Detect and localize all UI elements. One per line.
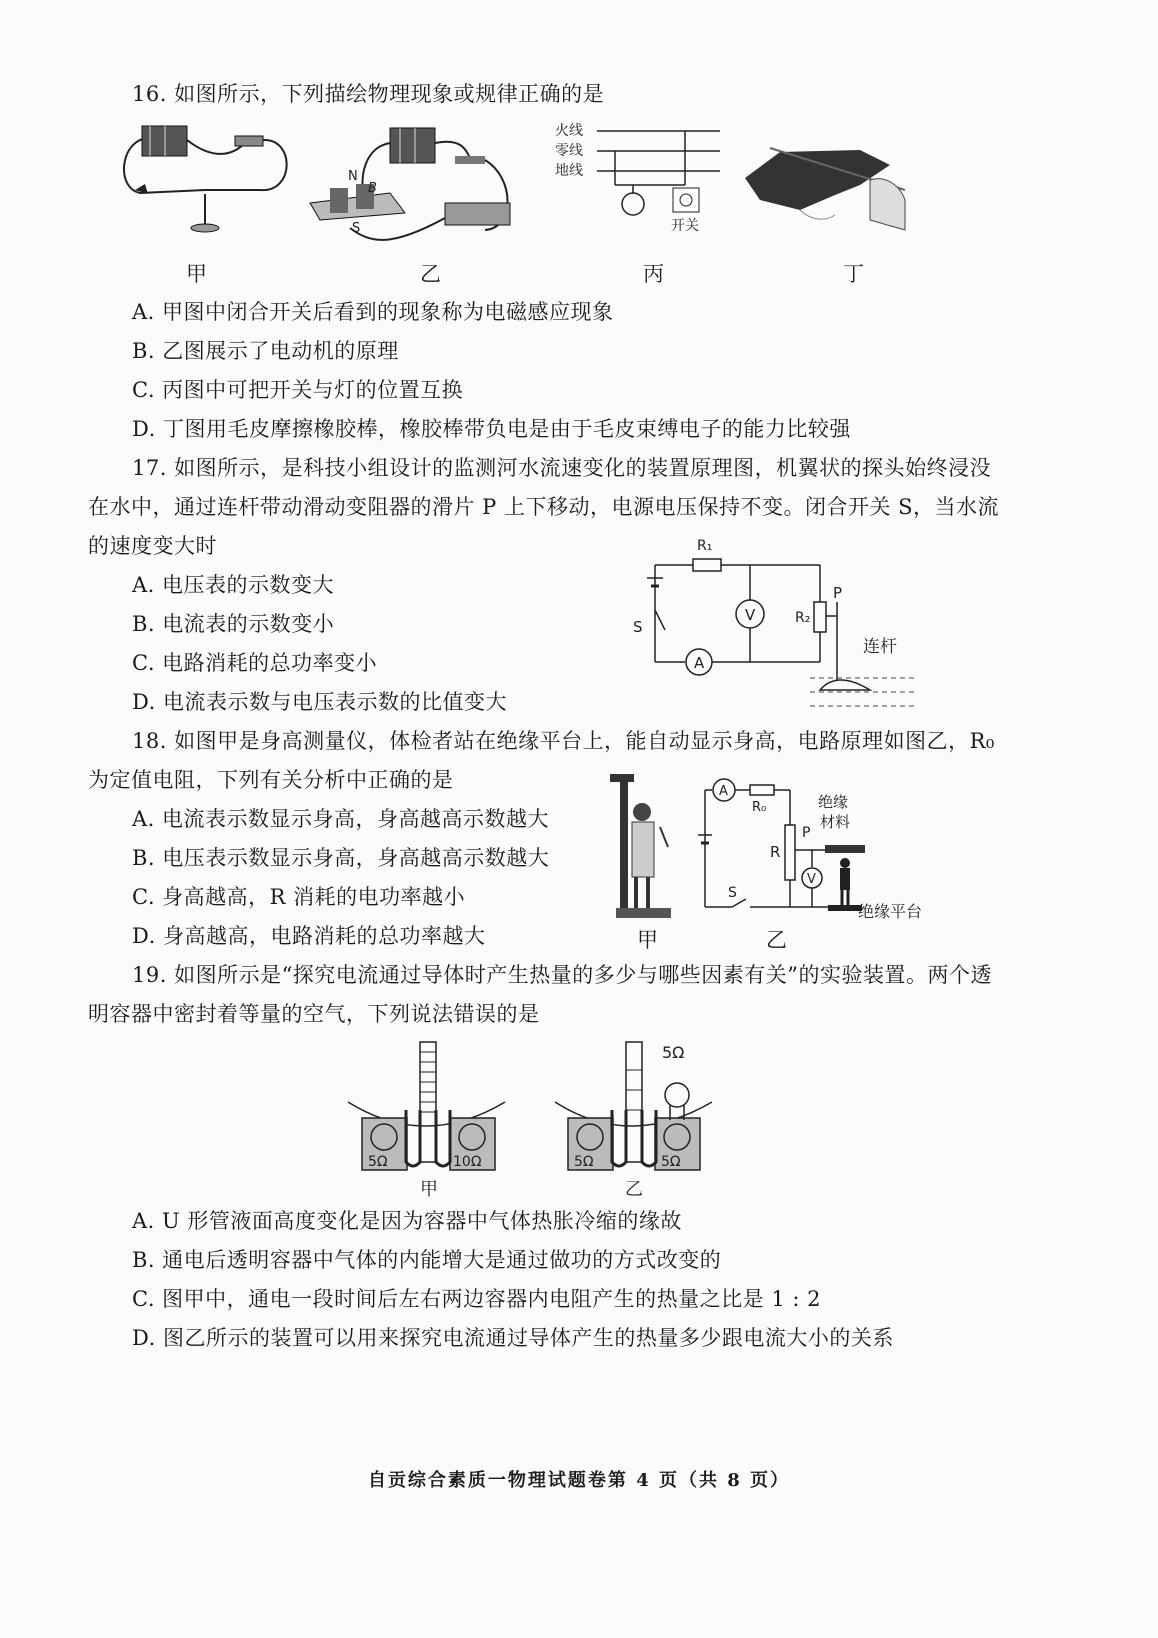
- q16-bing-fire: 火线: [555, 123, 583, 139]
- q16-bing-neutral: 零线: [555, 143, 583, 159]
- q17-r2-label: R₂: [795, 610, 811, 626]
- q17-r1-label: R₁: [697, 538, 713, 554]
- q19-jia-r-right: 10Ω: [453, 1154, 482, 1170]
- q17-p-label: P: [833, 584, 843, 602]
- q19-label-yi: 乙: [625, 1179, 643, 1200]
- q18-option-b: B. 电压表示数显示身高，身高越高示数越大: [132, 846, 550, 870]
- q16-option-a: A. 甲图中闭合开关后看到的现象称为电磁感应现象: [132, 300, 614, 324]
- q16-fig-ding: [740, 140, 910, 240]
- q17-stem-1: 17. 如图所示，是科技小组设计的监测河水流速变化的装置原理图，机翼状的探头始终浸没: [132, 456, 992, 480]
- page-footer: 自贡综合素质一物理试题卷第 4 页（共 8 页）: [367, 1470, 791, 1491]
- q19-option-b: B. 通电后透明容器中气体的内能增大是通过做功的方式改变的: [132, 1248, 722, 1272]
- q18-r-label: R: [770, 843, 781, 861]
- q17-switch-label: S: [633, 618, 643, 636]
- q19-stem-1: 19. 如图所示是“探究电流通过导体时产生热量的多少与哪些因素有关”的实验装置。两个透: [132, 963, 993, 987]
- q19-option-c: C. 图甲中，通电一段时间后左右两边容器内电阻产生的热量之比是 1 : 2: [132, 1287, 821, 1311]
- q18-insul-label-2: 材料: [820, 813, 851, 831]
- q19-yi-r-right: 5Ω: [661, 1154, 681, 1170]
- q18-label-yi: 乙: [766, 928, 787, 952]
- q18-option-a: A. 电流表示数显示身高，身高越高示数越大: [132, 807, 550, 831]
- q17-stem-3: 的速度变大时: [88, 534, 217, 558]
- q17-option-d: D. 电流表示数与电压表示数的比值变大: [132, 690, 507, 714]
- q19-yi-r-left: 5Ω: [574, 1154, 594, 1170]
- q17-option-a: A. 电压表的示数变大: [132, 573, 335, 597]
- q16-yi-s: S: [352, 221, 361, 236]
- q16-yi-n: N: [348, 169, 358, 184]
- q17-stem-2: 在水中，通过连杆带动滑动变阻器的滑片 P 上下移动，电源电压保持不变。闭合开关 S，当水流: [88, 495, 1000, 519]
- q19-fig: [340, 1040, 725, 1200]
- q18-stem-1: 18. 如图甲是身高测量仪，体检者站在绝缘平台上，能自动显示身高，电路原理如图乙，R₀: [132, 729, 995, 753]
- q17-rod-label: 连杆: [863, 637, 897, 657]
- q19-jia-r-left: 5Ω: [368, 1154, 388, 1170]
- q17-ammeter-label: A: [694, 654, 705, 672]
- q16-option-c: C. 丙图中可把开关与灯的位置互换: [132, 378, 464, 402]
- q17-option-b: B. 电流表的示数变小: [132, 612, 335, 636]
- q18-ammeter-label: A: [719, 784, 728, 799]
- q19-option-d: D. 图乙所示的装置可以用来探究电流通过导体产生的热量多少跟电流大小的关系: [132, 1326, 894, 1350]
- q18-voltmeter-label: V: [807, 872, 816, 887]
- q18-fig-jia-photo: [610, 772, 690, 922]
- q16-bing-switch: 开关: [671, 218, 699, 234]
- q17-option-c: C. 电路消耗的总功率变小: [132, 651, 378, 675]
- q17-circuit: [625, 530, 925, 720]
- q16-bing-ground: 地线: [555, 163, 583, 179]
- q18-circuit: [690, 775, 945, 925]
- q18-option-c: C. 身高越高，R 消耗的电功率越小: [132, 885, 466, 909]
- q18-stem-2: 为定值电阻，下列有关分析中正确的是: [88, 768, 454, 792]
- q18-p-label: P: [802, 825, 811, 841]
- q16-stem: 16. 如图所示，下列描绘物理现象或规律正确的是: [132, 82, 605, 106]
- q18-insul-label-1: 绝缘: [818, 793, 849, 811]
- q18-switch-label: S: [728, 885, 737, 901]
- q18-r0-label: R₀: [752, 800, 767, 815]
- q16-yi-b: B: [368, 181, 377, 196]
- q16-fig-bing: [555, 120, 730, 240]
- q16-label-bing: 丙: [643, 262, 664, 286]
- q16-fig-yi: [290, 118, 525, 253]
- q19-option-a: A. U 形管液面高度变化是因为容器中气体热胀冷缩的缘故: [132, 1209, 682, 1233]
- q17-voltmeter-label: V: [745, 606, 756, 624]
- q16-option-b: B. 乙图展示了电动机的原理: [132, 339, 399, 363]
- q18-platform-label: 绝缘平台: [858, 902, 923, 921]
- q18-option-d: D. 身高越高，电路消耗的总功率越大: [132, 924, 486, 948]
- q16-label-yi: 乙: [420, 262, 441, 286]
- q19-label-jia: 甲: [420, 1179, 438, 1200]
- q16-label-jia: 甲: [186, 262, 207, 286]
- q16-option-d: D. 丁图用毛皮摩擦橡胶棒，橡胶棒带负电是由于毛皮束缚电子的能力比较强: [132, 417, 851, 441]
- q19-stem-2: 明容器中密封着等量的空气，下列说法错误的是: [88, 1002, 540, 1026]
- q18-label-jia: 甲: [637, 928, 658, 952]
- q19-yi-r-top: 5Ω: [662, 1043, 685, 1062]
- q16-label-ding: 丁: [843, 262, 864, 286]
- q16-fig-jia: [110, 118, 300, 253]
